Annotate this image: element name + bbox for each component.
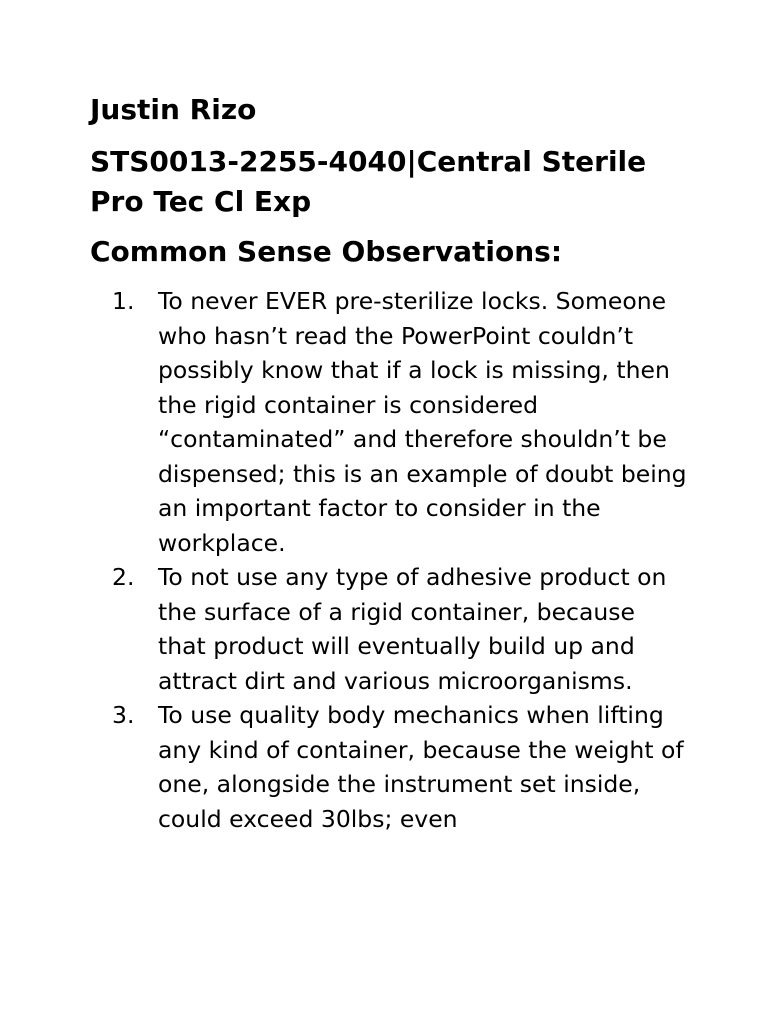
course-title: STS0013-2255-4040|Central Sterile Pro Tec Cl Exp bbox=[90, 145, 647, 218]
list-item-number: 2. bbox=[112, 563, 135, 591]
list-item-text: To not use any type of adhesive product on the surface of a rigid container, because that product will eventually build up and attract dirt and various microorganisms. bbox=[158, 563, 667, 695]
list-item bbox=[90, 698, 688, 836]
list-item-text: To never EVER pre-sterilize locks. Someone who hasn’t read the PowerPoint couldn’t possibly know that if a lock is missing, then the rigid container is considered “contaminated” and therefore shouldn’t be dispensed; this is an example of doubt being an important factor to consider in the workplace. bbox=[158, 287, 687, 557]
document-page bbox=[90, 90, 690, 836]
observations-list bbox=[90, 284, 690, 836]
author-name: Justin Rizo bbox=[90, 93, 257, 126]
list-item-text: To use quality body mechanics when lifting any kind of container, because the weight of one, alongside the instrument set inside, could exceed 30lbs; even bbox=[158, 701, 684, 833]
list-item bbox=[90, 560, 688, 698]
section-title: Common Sense Observations: bbox=[90, 235, 563, 268]
list-item-number: 3. bbox=[112, 701, 135, 729]
list-item-number: 1. bbox=[112, 287, 135, 315]
list-item bbox=[90, 284, 688, 560]
